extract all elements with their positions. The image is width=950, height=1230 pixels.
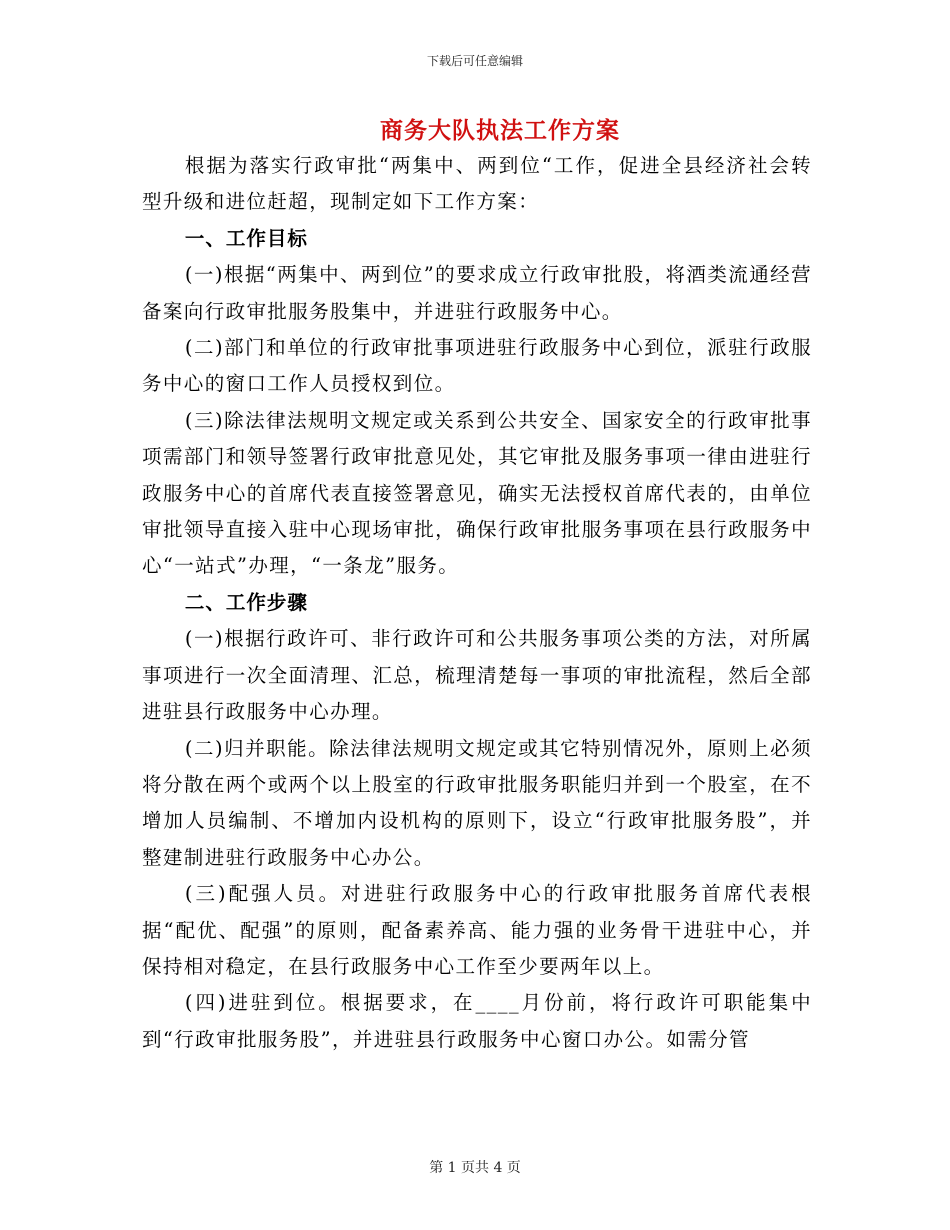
- intro-paragraph: 根据为落实行政审批“两集中、两到位“工作，促进全县经济社会转型升级和进位赶超，现制定如下工作方案：: [142, 154, 812, 214]
- document-title: 商务大队执法工作方案: [380, 117, 620, 144]
- step-paragraph-3: (三)配强人员。对进驻行政服务中心的行政审批服务首席代表根据“配优、配强”的原则，配备素养高、能力强的业务骨干进驻中心，并保持相对稳定，在县行政服务中心工作至少要两年以上。: [142, 882, 812, 978]
- step-paragraph-1: (一)根据行政许可、非行政许可和公共服务事项公类的方法，对所属事项进行一次全面清理、汇总，梳理清楚每一事项的审批流程，然后全部进驻县行政服务中心办理。: [142, 627, 812, 724]
- goal-paragraph-2: (二)部门和单位的行政审批事项进驻行政服务中心到位，派驻行政服务中心的窗口工作人员授权到位。: [142, 336, 812, 396]
- page-footer-pagination: 第 1 页共 4 页: [429, 1160, 521, 1176]
- goal-paragraph-1: (一)根据“两集中、两到位”的要求成立行政审批股，将酒类流通经营备案向行政审批服务股集中，并进驻行政服务中心。: [142, 263, 812, 323]
- step-paragraph-4: (四)进驻到位。根据要求，在____月份前，将行政许可职能集中到“行政审批服务股”，并进驻县行政服务中心窗口办公。如需分管: [142, 991, 812, 1051]
- page-header-note: 下载后可任意编辑: [426, 54, 523, 68]
- goal-paragraph-3: (三)除法律法规明文规定或关系到公共安全、国家安全的行政审批事项需部门和领导签署行政审批意见处，其它审批及服务事项一律由进驻行政服务中心的首席代表直接签署意见，确实无法授权首席代表的，由单位审批领导直接入驻中心现场审批，确保行政审批服务事项在县行政服务中心“一站式”办理，“一条龙”服务。: [142, 408, 812, 578]
- section-heading-steps: 二、工作步骤: [184, 590, 308, 614]
- step-paragraph-2: (二)归并职能。除法律法规明文规定或其它特别情况外，原则上必须将分散在两个或两个以上股室的行政审批服务职能归并到一个股室，在不增加人员编制、不增加内设机构的原则下，设立“行政审批服务股”，并整建制进驻行政服务中心办公。: [142, 736, 812, 869]
- section-heading-goals: 一、工作目标: [184, 226, 308, 250]
- document-body: [142, 148, 812, 1058]
